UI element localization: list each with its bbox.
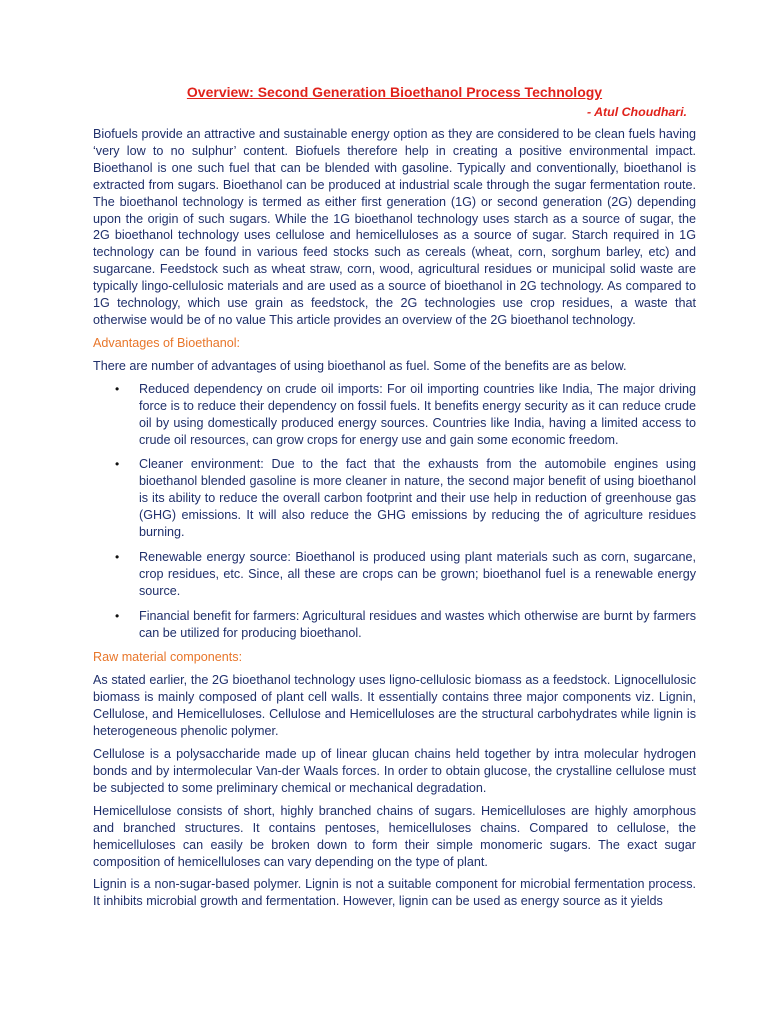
raw-material-heading: Raw material components:	[93, 650, 243, 665]
document-body	[93, 82, 696, 916]
list-item-text: Financial benefit for farmers: Agricultural residues and wastes which otherwise are burnt by farmers can be utilized for producing bioethanol.	[139, 608, 696, 640]
advantages-heading: Advantages of Bioethanol:	[93, 335, 241, 350]
list-item-text: Renewable energy source: Bioethanol is produced using plant materials such as corn, sugarcane, crop residues, etc. Since, all these are crops can be grown; bioethanol fuel is a renewable energy source.	[139, 549, 696, 598]
bullet-icon: •	[115, 608, 120, 623]
list-item	[93, 608, 696, 642]
list-item	[93, 456, 696, 541]
author-byline: - Atul Choudhari.	[586, 105, 687, 119]
list-item-text: Reduced dependency on crude oil imports: For oil importing countries like India, The major driving force is to reduce their dependency on fossil fuels. It benefits energy security as it can reduce crude oil by using domestically produced energy sources. Countries like India, having a limited access to crude oil resources, can grow crops for energy use and gain some economic freedom.	[139, 381, 696, 447]
hemicellulose-paragraph: Hemicellulose consists of short, highly branched chains of sugars. Hemicelluloses are highly amorphous and branched structures. It contains pentoses, hemicelluloses chains. Compared to cellulose, the hemicelluloses can easily be broken down to form their simple monomeric sugars. The exact sugar composition of hemicelluloses can vary depending on the type of plant.	[93, 803, 696, 869]
bullet-icon: •	[115, 381, 120, 396]
document-title: Overview: Second Generation Bioethanol Process Technology	[186, 84, 603, 100]
list-item-text: Cleaner environment: Due to the fact that the exhausts from the automobile engines using bioethanol blended gasoline is more cleaner in nature, the second major benefit of using bioethanol is its ability to reduce the overall carbon footprint and their use help in reduction of greenhouse gas (GHG) emissions. It will also reduce the GHG emissions by reducing the of agriculture residues burning.	[139, 457, 696, 540]
raw-material-paragraph: As stated earlier, the 2G bioethanol technology uses ligno-cellulosic biomass as a feedstock. Lignocellulosic biomass is mainly composed of plant cell walls. It essentially contains three major components viz. Lignin, Cellulose, and Hemicelluloses. Cellulose and Hemicelluloses are the structural carbohydrates while lignin is heterogeneous phenolic polymer.	[93, 673, 696, 739]
lignin-paragraph: Lignin is a non-sugar-based polymer. Lignin is not a suitable component for microbial fermentation process. It inhibits microbial growth and fermentation. However, lignin can be used as energy source as it yields	[93, 877, 696, 909]
list-item	[93, 381, 696, 449]
cellulose-paragraph: Cellulose is a polysaccharide made up of linear glucan chains held together by intra molecular hydrogen bonds and by intermolecular Van-der Waals forces. In order to obtain glucose, the crystalline cellulose must be subjected to some preliminary chemical or mechanical degradation.	[93, 747, 696, 795]
advantages-list	[93, 381, 696, 642]
bullet-icon: •	[115, 549, 120, 564]
list-item	[93, 549, 696, 600]
bullet-icon: •	[115, 457, 120, 472]
intro-paragraph: Biofuels provide an attractive and sustainable energy option as they are considered to be clean fuels having ‘very low to no sulphur’ content. Biofuels therefore help in creating a positive environmental impact. Bioethanol is one such fuel that can be blended with gasoline. Typically and conventionally, bioethanol is extracted from sugars. Bioethanol can be produced at industrial scale through the sugar fermentation route. The bioethanol technology is termed as either first generation (1G) or second generation (2G) depending upon the origin of such sugars. While the 1G bioethanol technology uses starch as a source of sugar, the 2G bioethanol technology uses cellulose and hemicelluloses as a source of sugar. Starch required in 1G technology can be found in various feed stocks such as cereals (wheat, corn, sorghum barley, etc) and sugarcane. Feedstock such as wheat straw, corn, wood, agricultural residues or municipal solid waste are typically lingo-cellulosic materials and are used as a source of bioethanol in 2G technology. As compared to 1G technology, which use grain as feedstock, the 2G technologies use crop residues, a waste that otherwise would be of no value This article provides an overview of the 2G bioethanol technology.	[93, 127, 696, 327]
advantages-lead: There are number of advantages of using bioethanol as fuel. Some of the benefits are as below.	[93, 358, 627, 373]
